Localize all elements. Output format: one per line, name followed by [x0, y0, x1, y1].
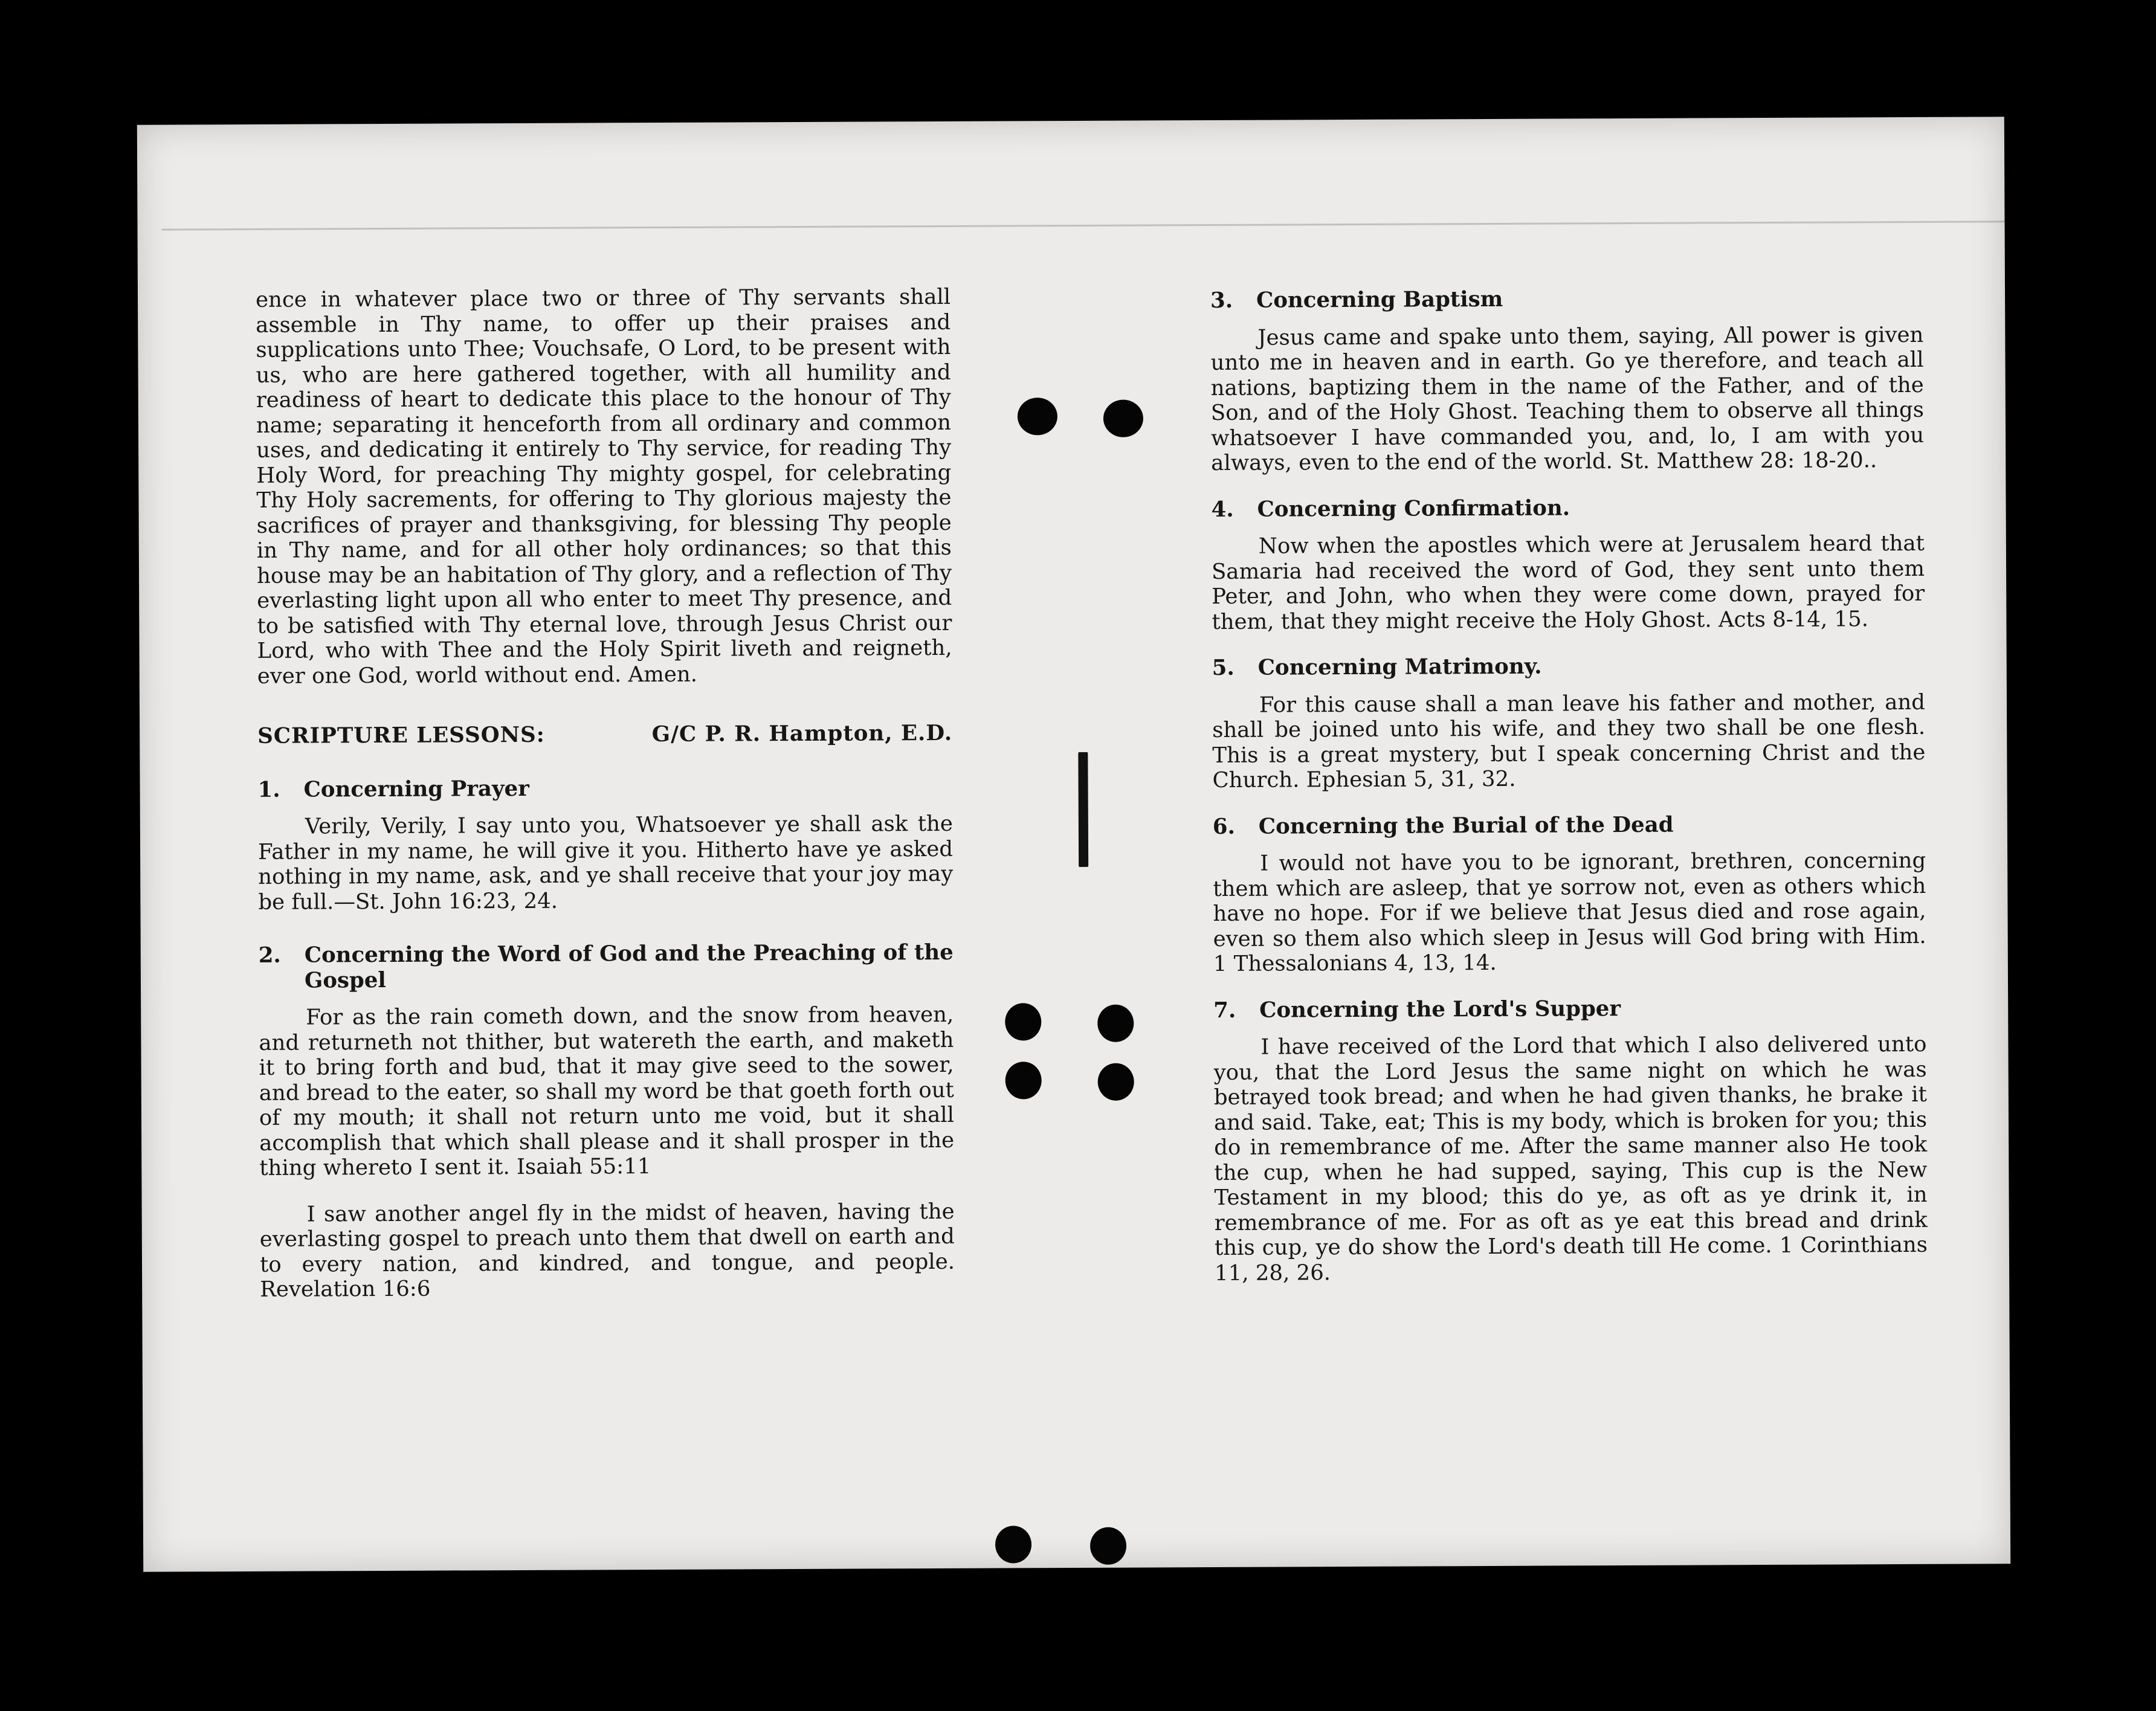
section-number: 1.	[257, 777, 280, 802]
section-heading-lords-supper	[1213, 994, 1926, 1023]
section-paragraph: Jesus came and spake unto them, saying, All power is given unto me in heaven and in earth. Go ye therefore, and teach all nations, baptizing them in the name of the Father, and of the Son, and of the Holy Ghost. Teaching them to observe all things whatsoever I have commanded you, and, lo, I am with you always, even to the end of the world. St. Matthew 28: 18-20..	[1210, 322, 1925, 476]
staple-mark	[1078, 752, 1088, 867]
punch-hole	[995, 1526, 1031, 1563]
right-column	[1210, 285, 1928, 1286]
punch-hole	[1005, 1062, 1042, 1099]
section-paragraph: Verily, Verily, I say unto you, Whatsoever ye shall ask the Father in my name, he will give it you. Hitherto have ye asked nothing in my name, ask, and ye shall receive that your joy may be full.—St. John 16:23, 24.	[257, 811, 954, 915]
section-heading-burial	[1213, 811, 1926, 839]
punch-hole	[1005, 1003, 1041, 1040]
section-heading-word-of-god	[259, 940, 954, 993]
left-column	[256, 285, 955, 1303]
section-paragraph: For this cause shall a man leave his father and mother, and shall be joined unto his wife, and they two shall be one flesh. This is a great mystery, but I speak concerning Christ and the Church. Ephesian 5, 31, 32.	[1212, 689, 1926, 793]
section-paragraph: I would not have you to be ignorant, brethren, concerning them which are asleep, that ye sorrow not, even as others which have no hope. For if we believe that Jesus died and rose again, even so them also which sleep in Jesus will God bring with Him. 1 Thessalonians 4, 13, 14.	[1213, 848, 1926, 976]
lessons-heading-label: SCRIPTURE LESSONS:	[257, 722, 545, 749]
section-number: 5.	[1212, 655, 1235, 680]
section-title: Concerning the Word of God and the Preaching of the Gospel	[304, 939, 954, 993]
section-paragraph: Now when the apostles which were at Jerusalem heard that Samaria had received the word of God, they sent unto them Peter, and John, who when they were come down, prayed for them, that they might receive the Holy Ghost. Acts 8-14, 15.	[1211, 530, 1925, 634]
punch-hole	[1103, 399, 1143, 437]
section-title: Concerning Matrimony.	[1257, 654, 1542, 680]
section-number: 6.	[1212, 814, 1236, 839]
lessons-reader: G/C P. R. Hampton, E.D.	[651, 720, 953, 747]
section-number: 2.	[258, 942, 281, 968]
scripture-lessons-heading	[257, 721, 952, 749]
section-paragraph: For as the rain cometh down, and the snow from heaven, and returneth not thither, but watereth the earth, and maketh it to bring forth and bud, that it may give seed to the sower, and bread to the eater, so shall my word be that goeth forth out of my mouth; it shall not return unto me void, but it shall accomplish that which shall please and it shall prosper in the thing whereto I sent it. Isaiah 55:11	[259, 1002, 955, 1181]
section-title: Concerning the Burial of the Dead	[1258, 812, 1674, 839]
punch-hole	[1098, 1063, 1134, 1101]
section-heading-baptism	[1210, 285, 1923, 314]
section-heading-confirmation	[1211, 494, 1924, 522]
section-paragraph: I saw another angel fly in the midst of heaven, having the everlasting gospel to preach unto them that dwell on earth and to every nation, and kindred, and tongue, and people. Revelation 16:6	[259, 1199, 955, 1302]
punch-hole	[1018, 398, 1057, 435]
opening-prayer-text: ence in whatever place two or three of Thy servants shall assemble in Thy name, to offer up their praises and supplications unto Thee; Vouchsafe, O Lord, to be present with us, who are here gathered together, with all humility and readiness of heart to dedicate this place to the honour of Thy name; separating it henceforth from all ordinary and common uses, and dedicating it entirely to Thy service, for reading Thy Holy Word, for preaching Thy mighty gospel, for celebrating Thy Holy sacrements, for offering to Thy glorious majesty the sacrifices of prayer and thanksgiving, for blessing Thy people in Thy name, and for all other holy ordinances; so that this house may be an habitation of Thy glory, and a reflection of Thy everlasting light upon all who enter to meet Thy presence, and to be satisfied with Thy eternal love, through Jesus Christ our Lord, who with Thee and the Holy Spirit liveth and reigneth, ever one God, world without end. Amen.	[255, 284, 952, 689]
document-page	[137, 117, 2010, 1571]
section-number: 3.	[1210, 288, 1233, 314]
punch-hole	[1090, 1527, 1126, 1565]
section-title: Concerning Confirmation.	[1257, 495, 1570, 522]
section-title: Concerning the Lord's Supper	[1259, 996, 1621, 1023]
punch-hole	[1097, 1005, 1134, 1042]
fold-line	[162, 221, 2005, 230]
section-number: 4.	[1211, 497, 1234, 522]
section-heading-prayer	[258, 774, 953, 802]
section-heading-matrimony	[1212, 652, 1925, 681]
section-number: 7.	[1213, 997, 1236, 1023]
section-paragraph: I have received of the Lord that which I also delivered unto you, that the Lord Jesus the same night on which he was betrayed took bread; and when he had given thanks, he brake it and said. Take, eat; This is my body, which is broken for you; this do in remembrance of me. After the same manner also He took the cup, when he had supped, saying, This cup is the New Testament in my blood; this do ye, as oft as ye drink it, in remembrance of me. For as oft as ye eat this bread and drink this cup, ye do show the Lord's death till He come. 1 Corinthians 11, 28, 26.	[1213, 1031, 1928, 1286]
section-title: Concerning Prayer	[303, 776, 529, 802]
section-title: Concerning Baptism	[1256, 286, 1503, 313]
